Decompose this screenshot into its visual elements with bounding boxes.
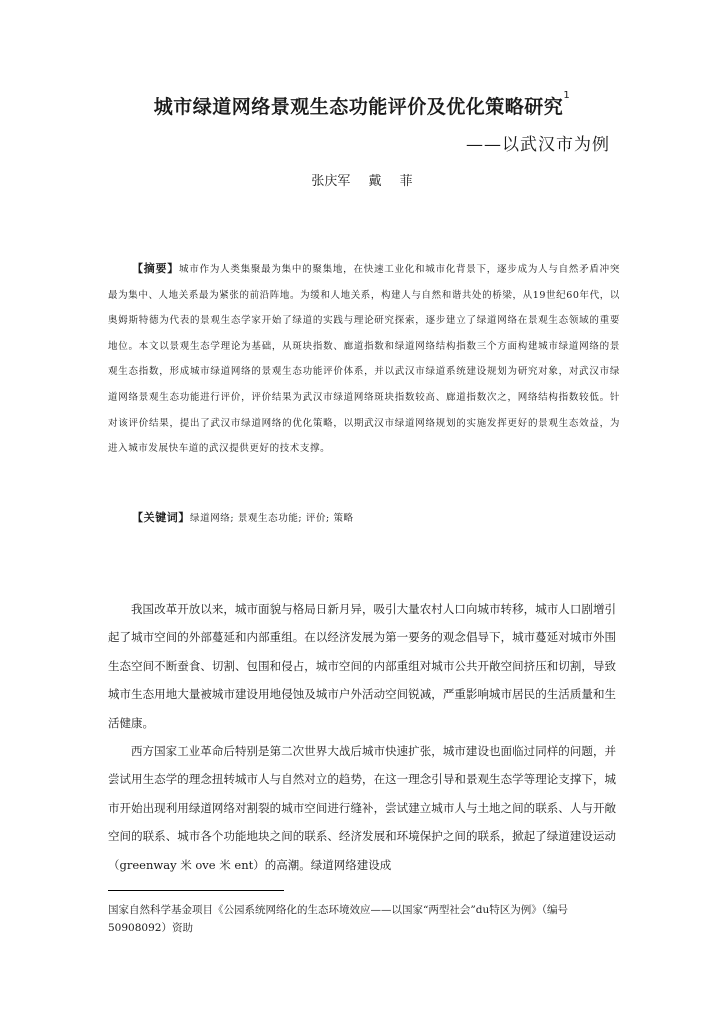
author-line: [0, 170, 724, 189]
abstract-text: 城市作为人类集聚最为集中的聚集地，在快速工业化和城市化背景下，逐步成为人与自然矛盾冲突最为集中、人地关系最为紧张的前沿阵地。为缓和人地关系，构建人与自然和谐共处的桥梁，从19世纪60年代，以奥姆斯特德为代表的景观生态学家开始了绿道的实践与理论研究探索，逐步建立了绿道网络在景观生态领域的重要地位。本文以景观生态学理论为基础，从斑块指数、廊道指数和绿道网络结构指数三个方面构建城市绿道网络的景观生态指数，形成城市绿道网络的景观生态功能评价体系，并以武汉市绿道系统建设规划为研究对象，对武汉市绿道网络景观生态功能进行评价，评价结果为武汉市绿道网络斑块指数较高、廊道指数次之，网络结构指数较低。针对该评价结果，提出了武汉市绿道网络的优化策略，以期武汉市绿道网络规划的实施发挥更好的景观生态效益，为进入城市发展快车道的武汉提供更好的技术支撑。: [108, 264, 620, 455]
body-paragraph-2: 西方国家工业革命后特别是第二次世界大战后城市快速扩张，城市建设也面临过同样的问题，并尝试用生态学的理念扭转城市人与自然对立的趋势，在这一理念引导和景观生态学等理论支撑下，城市开始出现利用绿道网络对割裂的城市空间进行缝补，尝试建立城市人与土地之间的联系、人与开敞空间的联系、城市各个功能地块之间的联系、经济发展和环境保护之间的联系，掀起了绿道建设运动（greenway 米 ove 米 ent）的高潮。绿道网络建设成: [108, 744, 616, 872]
author-1: 张庆军: [311, 174, 351, 189]
paper-title: [0, 92, 724, 119]
title-footnote-mark: 1: [563, 90, 571, 101]
keywords-label: 【关键词】: [132, 511, 190, 524]
abstract: [108, 256, 620, 462]
keywords-text: 绿道网络; 景观生态功能; 评价; 策略: [190, 513, 354, 524]
paper-title-text: 城市绿道网络景观生态功能评价及优化策略研究: [153, 96, 564, 118]
footnote: 国家自然科学基金项目《公园系统网络化的生态环境效应——以国家“两型社会”du特区为例》（编号50908092）资助: [108, 904, 568, 934]
paper-subtitle: ——以武汉市为例: [466, 135, 610, 155]
footnote-divider: [108, 890, 284, 891]
abstract-label: 【摘要】: [132, 262, 180, 275]
keywords: [108, 509, 620, 525]
body-paragraph-1: 我国改革开放以来，城市面貌与格局日新月异，吸引大量农村人口向城市转移，城市人口剧增引起了城市空间的外部蔓延和内部重组。在以经济发展为第一要务的观念倡导下，城市蔓延对城市外围生态空间不断蚕食、切割、包围和侵占，城市空间的内部重组对城市公共开敞空间挤压和切割，导致城市生态用地大量被城市建设用地侵蚀及城市户外活动空间锐减，严重影响城市居民的生活质量和生活健康。: [108, 602, 616, 730]
body-text: [108, 595, 616, 879]
author-2: 戴 菲: [368, 174, 413, 189]
